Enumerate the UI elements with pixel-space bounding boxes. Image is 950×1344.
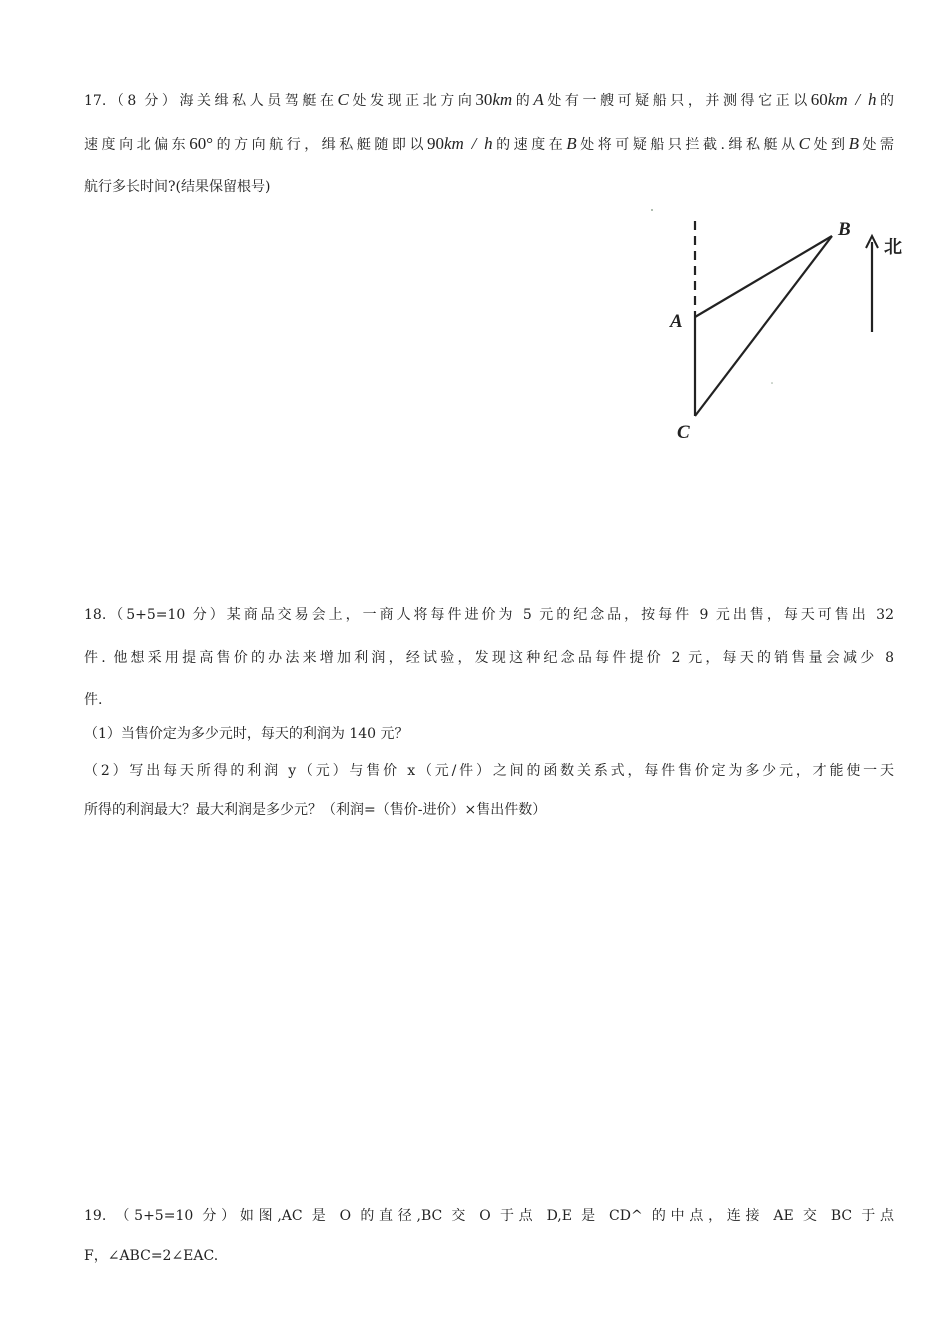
q17-line-3: 航行多长时间?(结果保留根号) bbox=[84, 179, 271, 195]
q17-diagram bbox=[640, 205, 920, 450]
speck-dot bbox=[771, 382, 773, 384]
segment-ab bbox=[695, 236, 832, 317]
q17-line-2: 速度向北偏东60°的方向航行，缉私艇随即以90km / h的速度在B处将可疑船只拦截.缉私艇从C处到B处需 bbox=[84, 134, 895, 153]
speck-dot bbox=[651, 209, 653, 211]
q18-part-2-line-2: 所得的利润最大？最大利润是多少元？（利润=（售价-进价）×售出件数） bbox=[84, 802, 547, 818]
q19-line-1: 19. （5+5=10 分）如图,AC 是 O 的直径,BC 交 O 于点 D,E 是 CD^ 的中点，连接 AE 交 BC 于点 bbox=[84, 1208, 894, 1224]
q18-line-2: 件. 他想采用提高售价的办法来增加利润，经试验，发现这种纪念品每件提价 2 元，每天的销售量会减少 8 bbox=[84, 650, 894, 666]
q17-line-1: 17.（8 分）海关缉私人员驾艇在C处发现正北方向30km的A处有一艘可疑船只，并测得它正以60km / h的 bbox=[84, 90, 895, 109]
q18-part-2-line-1: （2）写出每天所得的利润 y（元）与售价 x（元/件）之间的函数关系式，每件售价定为多少元，才能使一天 bbox=[84, 763, 894, 779]
north-label: 北 bbox=[884, 237, 902, 257]
q18-part-1: （1）当售价定为多少元时，每天的利润为 140 元？ bbox=[84, 726, 409, 742]
q18-line-3: 件. bbox=[84, 692, 103, 708]
label-a: A bbox=[670, 311, 683, 332]
label-c: C bbox=[677, 422, 690, 443]
label-b: B bbox=[838, 219, 851, 240]
q19-line-2: F，∠ABC=2∠EAC. bbox=[84, 1248, 219, 1264]
q18-line-1: 18.（5+5=10 分）某商品交易会上，一商人将每件进价为 5 元的纪念品，按每件 9 元出售，每天可售出 32 bbox=[84, 607, 894, 623]
segment-cb bbox=[695, 236, 832, 416]
triangle-figure bbox=[640, 205, 920, 450]
